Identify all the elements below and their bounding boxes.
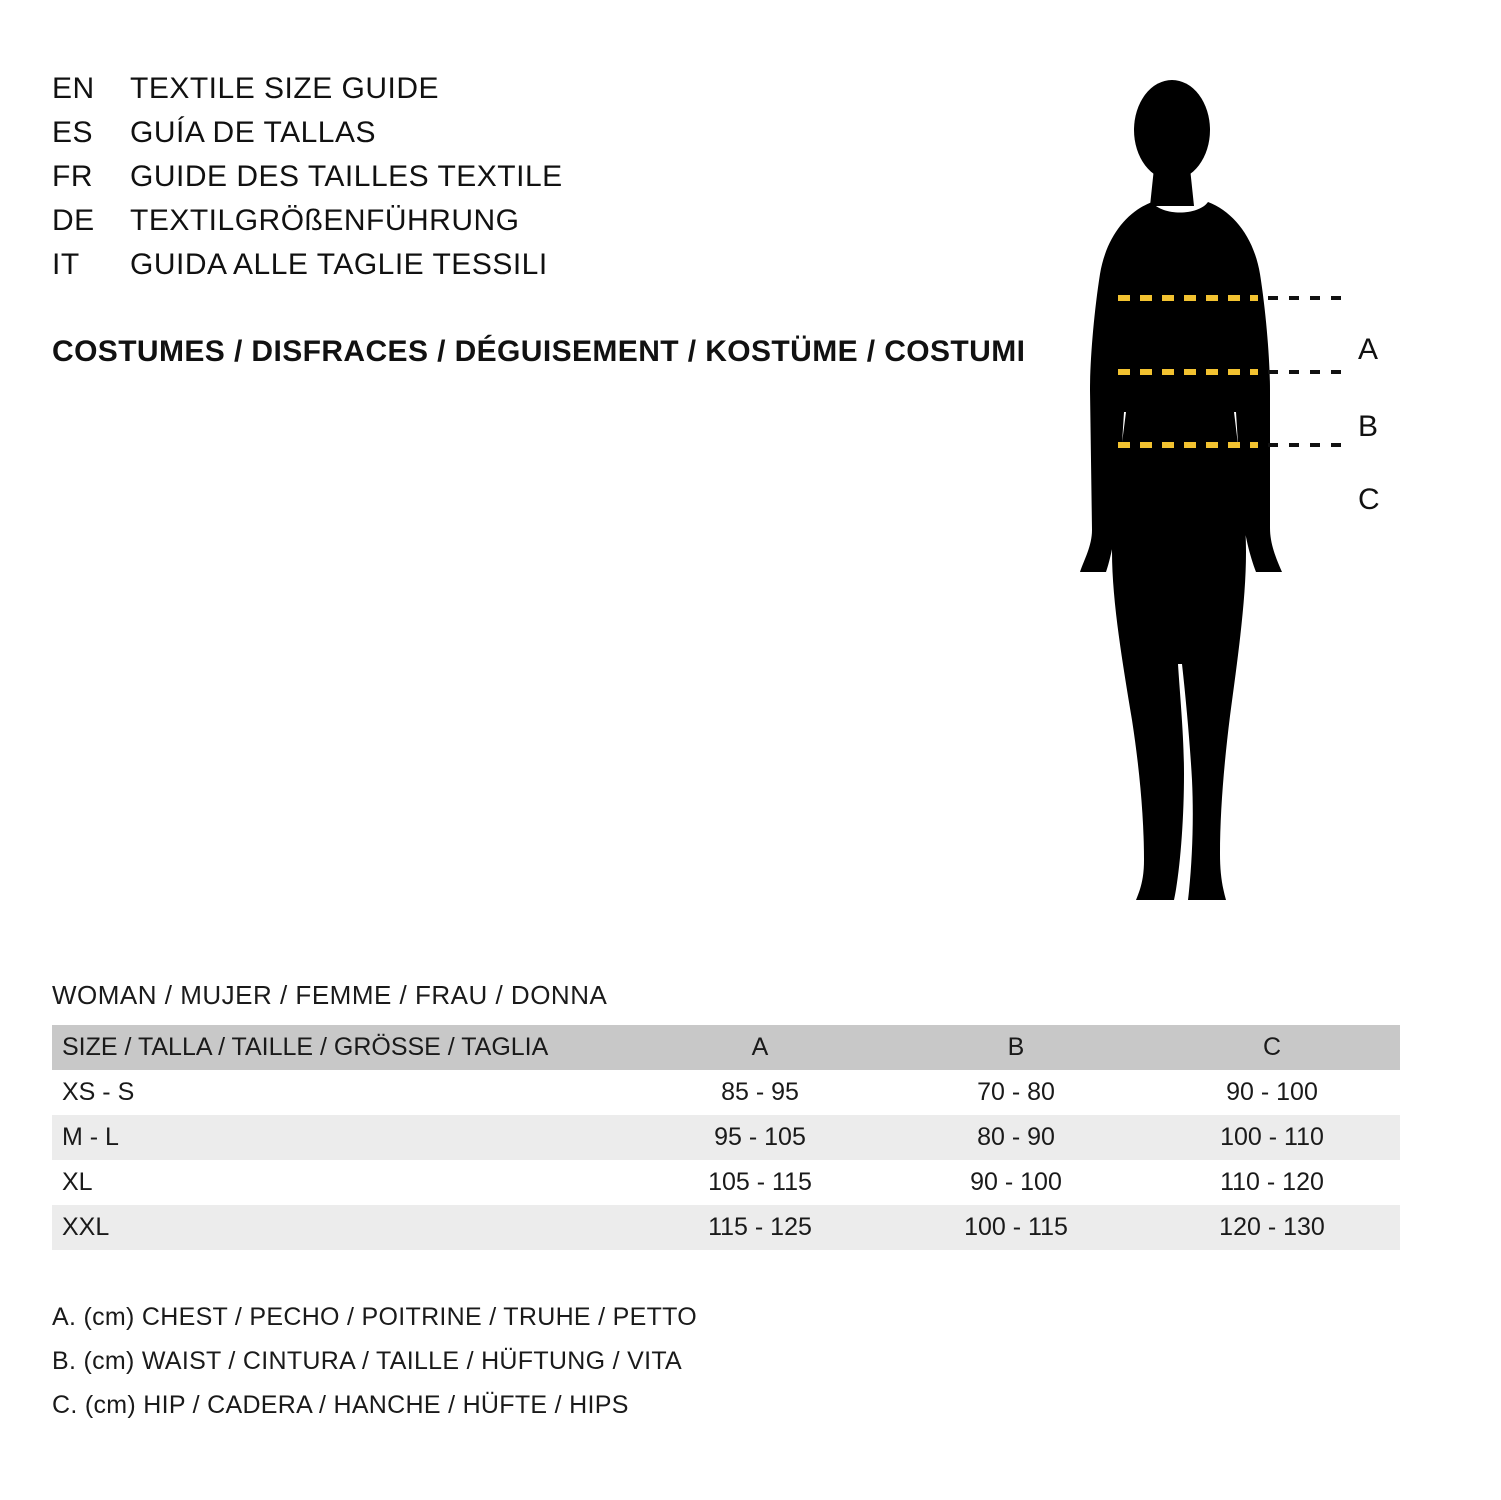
legend-b: B. (cm) WAIST / CINTURA / TAILLE / HÜFTUNG / VITA <box>52 1347 683 1375</box>
table-row <box>52 1205 1400 1250</box>
cell-c: 90 - 100 <box>1226 1078 1318 1106</box>
table-header <box>52 1025 1400 1070</box>
cell-b: 90 - 100 <box>970 1168 1062 1196</box>
cell-a: 115 - 125 <box>708 1213 812 1241</box>
header-size: SIZE / TALLA / TAILLE / GRÖSSE / TAGLIA <box>62 1033 549 1061</box>
table-header-row <box>52 1025 1400 1070</box>
size-table <box>52 1025 1400 1250</box>
language-list <box>52 72 1032 292</box>
table-row <box>52 1115 1400 1160</box>
language-text-en: TEXTILE SIZE GUIDE <box>130 72 440 105</box>
header-c: C <box>1262 1033 1282 1061</box>
language-code-it: IT <box>52 248 80 281</box>
language-row-de <box>52 204 1032 248</box>
cell-a: 105 - 115 <box>708 1168 812 1196</box>
cell-a: 95 - 105 <box>714 1123 806 1151</box>
legend-a: A. (cm) CHEST / PECHO / POITRINE / TRUHE / PETTO <box>52 1303 698 1331</box>
measure-label-b: B <box>1358 410 1379 443</box>
cell-b: 100 - 115 <box>964 1213 1068 1241</box>
header-b: B <box>1007 1033 1025 1061</box>
table-body <box>52 1070 1400 1250</box>
measurement-legend <box>52 1295 1152 1427</box>
cell-size: M - L <box>62 1123 119 1151</box>
language-text-es: GUÍA DE TALLAS <box>130 116 376 149</box>
cell-b: 70 - 80 <box>977 1078 1055 1106</box>
measure-label-a: A <box>1358 333 1379 366</box>
cell-size: XXL <box>62 1213 110 1241</box>
table-title: WOMAN / MUJER / FEMME / FRAU / DONNA <box>52 980 608 1010</box>
measure-label-c: C <box>1358 483 1380 516</box>
header-a: A <box>751 1033 769 1061</box>
measurement-guides <box>1040 60 1460 940</box>
language-row-en <box>52 72 1032 116</box>
language-code-es: ES <box>52 116 94 149</box>
silhouette-diagram <box>1040 60 1460 940</box>
cell-a: 85 - 95 <box>721 1078 799 1106</box>
language-text-it: GUIDA ALLE TAGLIE TESSILI <box>130 248 548 281</box>
language-code-en: EN <box>52 72 95 105</box>
cell-size: XL <box>62 1168 93 1196</box>
cell-size: XS - S <box>62 1078 135 1106</box>
table-row <box>52 1070 1400 1115</box>
cell-c: 100 - 110 <box>1220 1123 1324 1151</box>
size-table-section <box>52 980 1382 1250</box>
legend-c: C. (cm) HIP / CADERA / HANCHE / HÜFTE / HIPS <box>52 1391 629 1419</box>
language-code-de: DE <box>52 204 95 237</box>
language-row-it <box>52 248 1032 292</box>
language-text-fr: GUIDE DES TAILLES TEXTILE <box>130 160 563 193</box>
costumes-subtitle: COSTUMES / DISFRACES / DÉGUISEMENT / KOSTÜME / COSTUMI <box>52 335 1026 368</box>
cell-b: 80 - 90 <box>977 1123 1055 1151</box>
table-row <box>52 1160 1400 1205</box>
language-text-de: TEXTILGRÖßENFÜHRUNG <box>130 204 520 237</box>
language-code-fr: FR <box>52 160 93 193</box>
language-row-fr <box>52 160 1032 204</box>
language-row-es <box>52 116 1032 160</box>
cell-c: 110 - 120 <box>1220 1168 1324 1196</box>
cell-c: 120 - 130 <box>1219 1213 1325 1241</box>
